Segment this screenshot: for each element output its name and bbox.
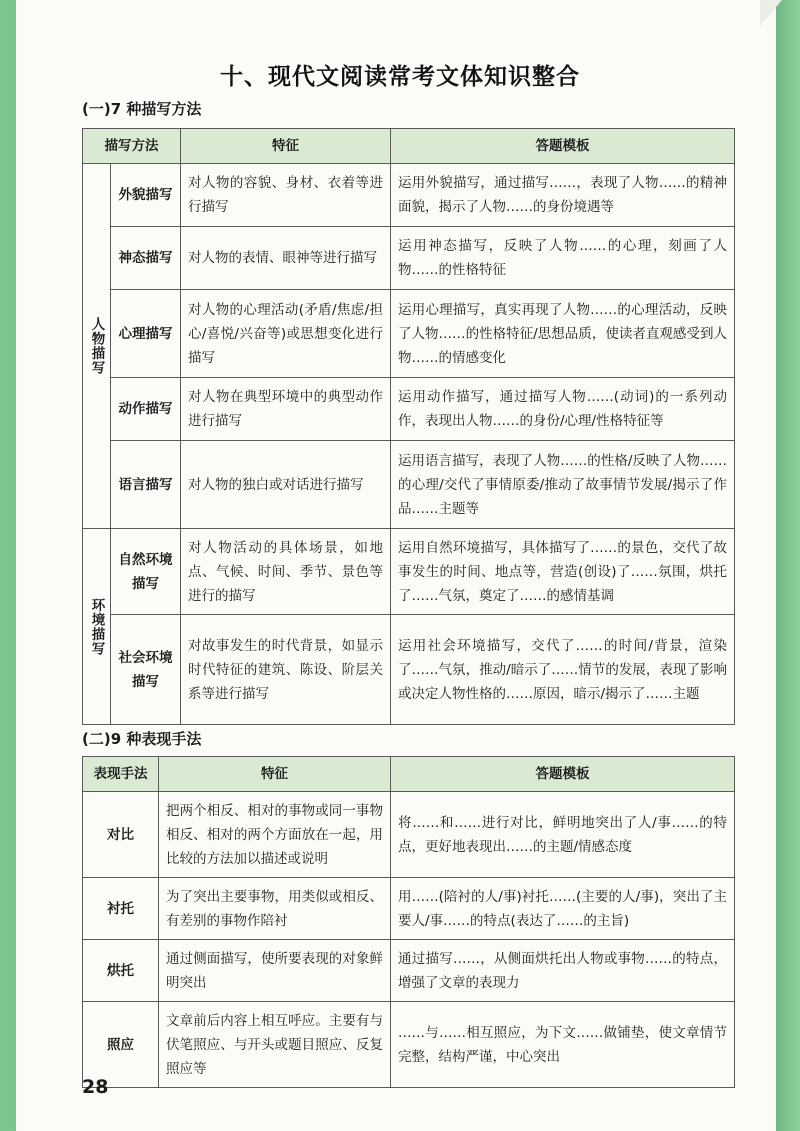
feature-cell: 对人物在典型环境中的典型动作进行描写 [181, 378, 391, 441]
method-cell: 神态描写 [111, 227, 181, 290]
template-cell: 运用动作描写，通过描写人物……(动词)的一系列动作，表现出人物……的身份/心理/性格特征等 [391, 378, 735, 441]
table-row [83, 441, 735, 529]
template-cell: 用……(陪衬的人/事)衬托……(主要的人/事)，突出了主要人/事……的特点(表达了……的主旨) [391, 878, 735, 940]
template-cell: 运用社会环境描写，交代了……的时间/背景，渲染了……气氛，推动/暗示了……情节的发展，表现了影响或决定人物性格的……原因，暗示/揭示了……主题 [391, 615, 735, 725]
method-cell: 照应 [83, 1002, 159, 1088]
method-cell: 语言描写 [111, 441, 181, 529]
table-row [83, 290, 735, 378]
method-cell: 心理描写 [111, 290, 181, 378]
header-feature: 特征 [181, 129, 391, 164]
page-edge [776, 0, 800, 1131]
feature-cell: 对人物活动的具体场景，如地点、气候、时间、季节、景色等进行的描写 [181, 529, 391, 615]
table-header-row [83, 129, 735, 164]
table-row [83, 615, 735, 725]
method-cell: 社会环境描写 [111, 615, 181, 725]
feature-cell: 对人物的心理活动(矛盾/焦虑/担心/喜悦/兴奋等)或思想变化进行描写 [181, 290, 391, 378]
section1-heading: (一)7 种描写方法 [82, 100, 202, 118]
header-template: 答题模板 [391, 129, 735, 164]
table-row [83, 878, 735, 940]
group-label-environment: 环境描写 [83, 529, 111, 725]
template-cell: 运用外貌描写，通过描写……，表现了人物……的精神面貌，揭示了人物……的身份境遇等 [391, 164, 735, 227]
expression-techniques-table [82, 756, 735, 1088]
template-cell: 通过描写……，从侧面烘托出人物或事物……的特点，增强了文章的表现力 [391, 940, 735, 1002]
method-cell: 动作描写 [111, 378, 181, 441]
feature-cell: 对人物的表情、眼神等进行描写 [181, 227, 391, 290]
table-header-row [83, 757, 735, 792]
template-cell: 将……和……进行对比，鲜明地突出了人/事……的特点，更好地表现出……的主题/情感态度 [391, 792, 735, 878]
section2-heading: (二)9 种表现手法 [82, 730, 202, 748]
template-cell: 运用自然环境描写，具体描写了……的景色，交代了故事发生的时间、地点等，营造(创设)了……氛围，烘托了……气氛，奠定了……的感情基调 [391, 529, 735, 615]
page-number: 28 [82, 1076, 109, 1098]
group-label-character: 人物描写 [83, 164, 111, 529]
feature-cell: 对人物的容貌、身材、衣着等进行描写 [181, 164, 391, 227]
template-cell: 运用神态描写，反映了人物……的心理，刻画了人物……的性格特征 [391, 227, 735, 290]
feature-cell: 把两个相反、相对的事物或同一事物相反、相对的两个方面放在一起，用比较的方法加以描述或说明 [159, 792, 391, 878]
feature-cell: 通过侧面描写，使所要表现的对象鲜明突出 [159, 940, 391, 1002]
table-row [83, 1002, 735, 1088]
table-row [83, 378, 735, 441]
method-cell: 对比 [83, 792, 159, 878]
description-methods-table [82, 128, 735, 725]
table-row [83, 792, 735, 878]
table-row [83, 529, 735, 615]
header-template: 答题模板 [391, 757, 735, 792]
feature-cell: 对故事发生的时代背景，如显示时代特征的建筑、陈设、阶层关系等进行描写 [181, 615, 391, 725]
method-cell: 外貌描写 [111, 164, 181, 227]
method-cell: 自然环境描写 [111, 529, 181, 615]
header-method: 描写方法 [83, 129, 181, 164]
feature-cell: 文章前后内容上相互呼应。主要有与伏笔照应、与开头或题目照应、反复照应等 [159, 1002, 391, 1088]
header-feature: 特征 [159, 757, 391, 792]
table-row [83, 227, 735, 290]
feature-cell: 为了突出主要事物，用类似或相反、有差别的事物作陪衬 [159, 878, 391, 940]
table-row [83, 940, 735, 1002]
template-cell: 运用心理描写，真实再现了人物……的心理活动，反映了人物……的性格特征/思想品质，使读者直观感受到人物……的情感变化 [391, 290, 735, 378]
template-cell: ……与……相互照应，为下文……做铺垫，使文章情节完整，结构严谨，中心突出 [391, 1002, 735, 1088]
header-technique: 表现手法 [83, 757, 159, 792]
feature-cell: 对人物的独白或对话进行描写 [181, 441, 391, 529]
table-row [83, 164, 735, 227]
method-cell: 衬托 [83, 878, 159, 940]
method-cell: 烘托 [83, 940, 159, 1002]
template-cell: 运用语言描写，表现了人物……的性格/反映了人物……的心理/交代了事情原委/推动了故事情节发展/揭示了作品……主题等 [391, 441, 735, 529]
page-title: 十、现代文阅读常考文体知识整合 [220, 64, 580, 90]
